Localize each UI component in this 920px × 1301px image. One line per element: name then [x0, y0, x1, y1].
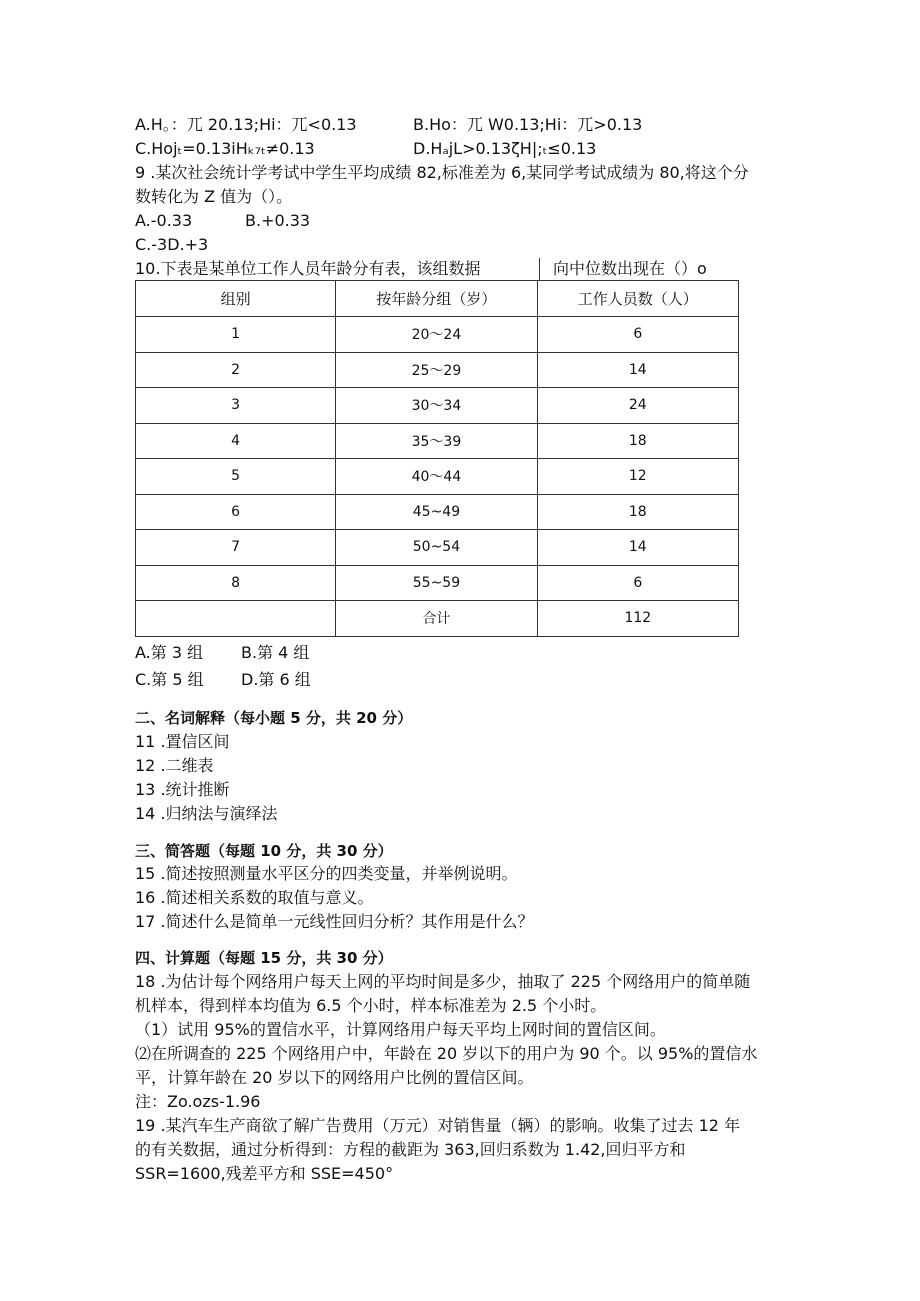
q18-note: 注：Zo.ozs-1.96	[135, 1092, 261, 1111]
header-age-range: 按年龄分组（岁）	[336, 281, 537, 317]
cell-age-range: 55~59	[336, 565, 537, 601]
q9-option-b: B.+0.33	[245, 211, 311, 230]
q18-line: 18 .为估计每个网络用户每天上网的平均时间是多少，抽取了 225 个网络用户的简单随	[135, 972, 751, 991]
q10-option-c: C.第 5 组	[135, 670, 204, 689]
table-row	[136, 423, 739, 459]
header-group: 组别	[136, 281, 336, 317]
q10-stem-left: 10.下表是某单位工作人员年龄分有表，该组数据	[135, 259, 481, 278]
cell-age-range: 45~49	[336, 494, 537, 530]
section3-item: 15 .简述按照测量水平区分的四类变量，并举例说明。	[135, 864, 518, 883]
cell-group: 7	[136, 530, 336, 566]
table-row	[136, 459, 739, 495]
cell-age-range: 25～29	[336, 352, 537, 388]
cell-group: 4	[136, 423, 336, 459]
cell-age-range: 50~54	[336, 530, 537, 566]
table-header-row	[136, 281, 739, 317]
q18-line: 平，计算年龄在 20 岁以下的网络用户比例的置信区间。	[135, 1068, 534, 1087]
cell-age-range: 30～34	[336, 388, 537, 424]
section2-item: 11 .置信区间	[135, 732, 230, 751]
q18-line: ⑵在所调查的 225 个网络用户中，年龄在 20 岁以下的用户为 90 个。以 95%的置信水	[135, 1044, 758, 1063]
table-row	[136, 352, 739, 388]
cell-count: 18	[537, 423, 738, 459]
cell-age-range: 40～44	[336, 459, 537, 495]
age-distribution-table	[135, 280, 739, 637]
cell-age-range: 20～24	[336, 317, 537, 353]
q9-option-cd: C.-3D.+3	[135, 235, 209, 254]
section3-item: 16 .简述相关系数的取值与意义。	[135, 888, 374, 907]
cell-count: 14	[537, 352, 738, 388]
cell-age-range: 35～39	[336, 423, 537, 459]
cell-count: 24	[537, 388, 738, 424]
section2-title: 二、名词解释（每小题 5 分，共 20 分）	[135, 709, 413, 727]
section3-title: 三、简答题（每题 10 分，共 30 分）	[135, 842, 393, 860]
q10-stem-right: 向中位数出现在（）o	[553, 259, 707, 278]
cell-group: 3	[136, 388, 336, 424]
cell-total-label: 合计	[336, 601, 537, 637]
cell-group: 6	[136, 494, 336, 530]
cell-count: 18	[537, 494, 738, 530]
q19-line: 的有关数据，通过分析得到：方程的截距为 363,回归系数为 1.42,回归平方和	[135, 1140, 686, 1159]
q8-option-a: A.H。：兀 20.13;Hi：兀<0.13	[135, 115, 357, 134]
section2-item: 13 .统计推断	[135, 780, 230, 799]
q8-option-b: B.Ho：兀 W0.13;Hi：兀>0.13	[413, 115, 643, 134]
q18-line: （1）试用 95%的置信水平，计算网络用户每天平均上网时间的置信区间。	[135, 1020, 666, 1039]
section3-item: 17 .简述什么是简单一元线性回归分析？其作用是什么？	[135, 912, 534, 931]
header-staff-count: 工作人员数（人）	[537, 281, 738, 317]
q10-option-a: A.第 3 组	[135, 643, 204, 662]
cell-count: 14	[537, 530, 738, 566]
cell-group	[136, 601, 336, 637]
q19-line: 19 .某汽车生产商欲了解广告费用（万元）对销售量（辆）的影响。收集了过去 12 年	[135, 1116, 741, 1135]
section2-item: 12 .二维表	[135, 756, 214, 775]
q10-option-b: B.第 4 组	[241, 643, 310, 662]
cell-group: 2	[136, 352, 336, 388]
q8-option-c: C.Hojₜ=0.13iHₖ₇ₜ≠0.13	[135, 139, 315, 158]
table-row	[136, 565, 739, 601]
q18-line: 机样本，得到样本均值为 6.5 个小时，样本标准差为 2.5 个小时。	[135, 996, 607, 1015]
cell-count: 6	[537, 565, 738, 601]
q9-option-a: A.-0.33	[135, 211, 193, 230]
cell-group: 1	[136, 317, 336, 353]
table-row	[136, 530, 739, 566]
table-row	[136, 388, 739, 424]
cell-total-count: 112	[537, 601, 738, 637]
q8-option-d: D.HₐjL>0.13ζH|;ₜ≤0.13	[413, 139, 597, 158]
cell-count: 12	[537, 459, 738, 495]
q10-stem-divider	[539, 258, 540, 280]
table-row	[136, 317, 739, 353]
table-total-row	[136, 601, 739, 637]
cell-group: 5	[136, 459, 336, 495]
section4-title: 四、计算题（每题 15 分，共 30 分）	[135, 949, 393, 967]
cell-group: 8	[136, 565, 336, 601]
section2-item: 14 .归纳法与演绎法	[135, 804, 278, 823]
q19-line: SSR=1600,残差平方和 SSE=450°	[135, 1164, 394, 1183]
q9-stem-line2: 数转化为 Z 值为（）。	[135, 187, 293, 206]
table-row	[136, 494, 739, 530]
q9-stem-line1: 9 .某次社会统计学考试中学生平均成绩 82,标准差为 6,某同学考试成绩为 80,将这个分	[135, 163, 749, 182]
cell-count: 6	[537, 317, 738, 353]
q10-option-d: D.第 6 组	[241, 670, 311, 689]
